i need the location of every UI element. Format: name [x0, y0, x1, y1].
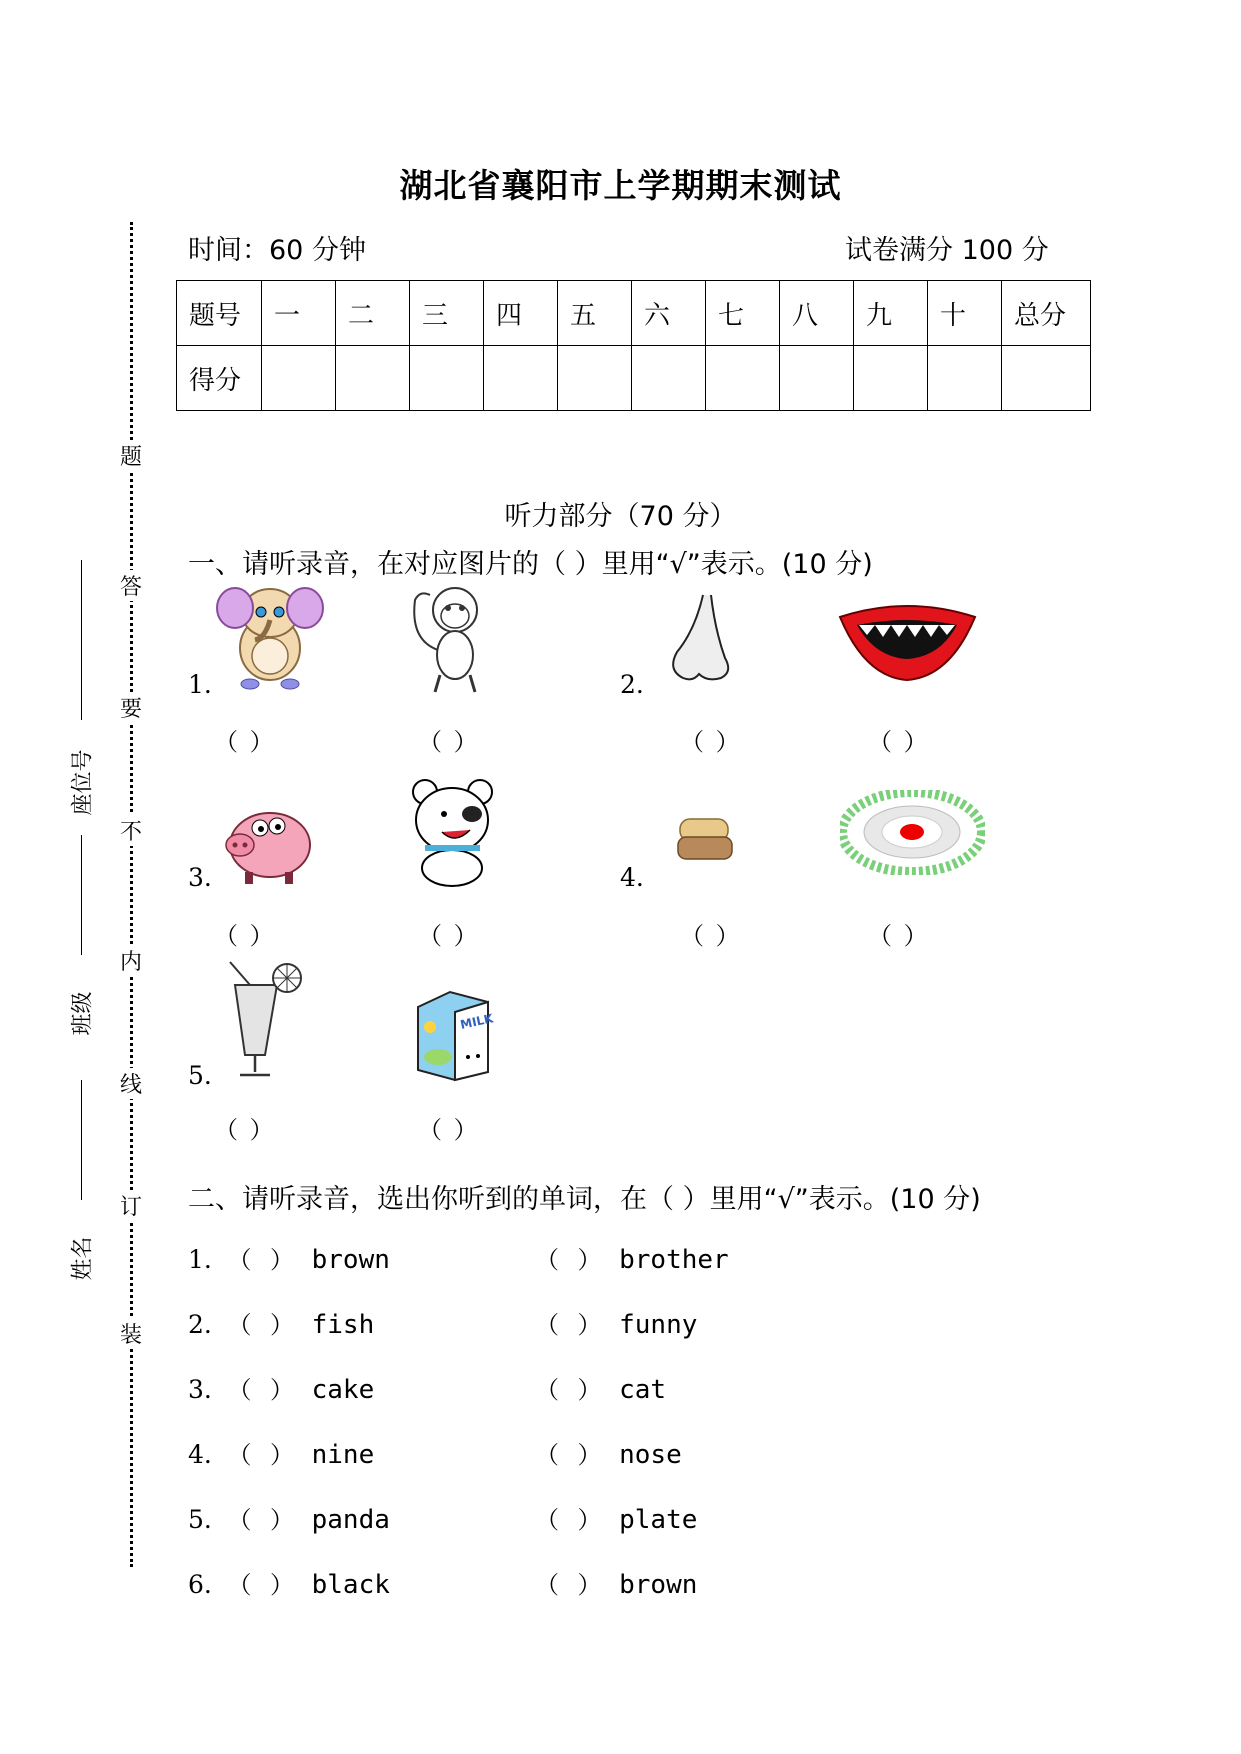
bear-icon: [400, 770, 510, 890]
row-number: 6.: [188, 1570, 212, 1599]
word-option-b: plate: [619, 1505, 698, 1535]
answer-blank[interactable]: （ ）: [214, 728, 276, 756]
word-option-b: funny: [619, 1310, 698, 1340]
row-number: 1.: [188, 1245, 212, 1274]
table-cell-label: 题号: [177, 281, 262, 346]
list-item: [188, 1500, 390, 1535]
score-cell[interactable]: [780, 346, 854, 411]
item-number: 2.: [620, 670, 644, 699]
answer-blank[interactable]: （ ）: [535, 1506, 604, 1534]
list-item: [188, 1305, 374, 1340]
list-item: [535, 1565, 697, 1600]
full-score: 试卷满分 100 分: [845, 235, 1049, 266]
table-cell: 七: [706, 281, 780, 346]
binding-char: 题: [120, 440, 142, 471]
score-cell[interactable]: [558, 346, 632, 411]
binding-char: 要: [120, 692, 142, 723]
part2-instruction: 二、请听录音，选出你听到的单词，在（ ）里用“√”表示。(10 分): [188, 1184, 981, 1215]
answer-blank[interactable]: （ ）: [535, 1376, 604, 1404]
listening-section-title: 听力部分（70 分）: [504, 501, 737, 532]
table-cell-label: 得分: [177, 346, 262, 411]
nose-icon: [665, 590, 745, 690]
answer-blank[interactable]: （ ）: [535, 1311, 604, 1339]
row-number: 4.: [188, 1440, 212, 1469]
seat-number-field[interactable]: [66, 560, 96, 820]
juice-icon: [215, 960, 310, 1085]
answer-blank[interactable]: （ ）: [535, 1571, 604, 1599]
answer-blank[interactable]: （ ）: [227, 1311, 296, 1339]
answer-blank[interactable]: （ ）: [535, 1441, 604, 1469]
answer-blank[interactable]: （ ）: [214, 1116, 276, 1144]
list-item: [188, 1240, 390, 1275]
word-option-b: brother: [619, 1245, 729, 1275]
exam-time: 时间：60 分钟: [188, 235, 366, 266]
answer-blank[interactable]: （ ）: [868, 728, 930, 756]
name-underline: [81, 1080, 82, 1200]
page-title: 湖北省襄阳市上学期期末测试: [399, 166, 842, 205]
name-field[interactable]: [66, 1080, 96, 1280]
list-item: [535, 1435, 682, 1470]
table-cell: 三: [410, 281, 484, 346]
answer-blank[interactable]: （ ）: [227, 1376, 296, 1404]
table-cell: 九: [854, 281, 928, 346]
class-underline: [81, 835, 82, 955]
monkey-icon: [400, 580, 500, 695]
score-cell[interactable]: [262, 346, 336, 411]
seat-number-underline: [81, 560, 82, 720]
answer-blank[interactable]: （ ）: [680, 922, 742, 950]
item-number: 4.: [620, 863, 644, 892]
list-item: [535, 1370, 666, 1405]
table-cell: 一: [262, 281, 336, 346]
item-number: 5.: [188, 1061, 212, 1090]
answer-blank[interactable]: （ ）: [535, 1246, 604, 1274]
class-label: 班级: [70, 991, 96, 1036]
name-label: 姓名: [70, 1236, 96, 1281]
item-number: 1.: [188, 670, 212, 699]
score-cell[interactable]: [1002, 346, 1091, 411]
binding-line-chars: [118, 0, 148, 1754]
word-option-a: cake: [311, 1375, 375, 1405]
score-table: [176, 280, 1091, 411]
word-option-b: brown: [619, 1570, 698, 1600]
table-cell: 十: [928, 281, 1002, 346]
list-item: [535, 1500, 697, 1535]
score-cell[interactable]: [632, 346, 706, 411]
class-field[interactable]: [66, 835, 96, 1035]
score-cell[interactable]: [336, 346, 410, 411]
score-table-score-row: [177, 346, 1091, 411]
answer-blank[interactable]: （ ）: [868, 922, 930, 950]
row-number: 5.: [188, 1505, 212, 1534]
binding-char: 装: [120, 1318, 142, 1349]
answer-blank[interactable]: （ ）: [227, 1441, 296, 1469]
word-option-a: brown: [311, 1245, 390, 1275]
mouth-icon: [835, 595, 980, 685]
score-cell[interactable]: [854, 346, 928, 411]
answer-blank[interactable]: （ ）: [418, 1116, 480, 1144]
score-cell[interactable]: [928, 346, 1002, 411]
list-item: [188, 1370, 374, 1405]
table-cell-total: 总分: [1002, 281, 1091, 346]
item-number: 3.: [188, 863, 212, 892]
score-cell[interactable]: [484, 346, 558, 411]
list-item: [188, 1565, 390, 1600]
binding-char: 内: [120, 945, 142, 976]
answer-blank[interactable]: （ ）: [227, 1246, 296, 1274]
table-cell: 五: [558, 281, 632, 346]
answer-blank[interactable]: （ ）: [227, 1506, 296, 1534]
list-item: [535, 1240, 729, 1275]
binding-char: 线: [120, 1068, 142, 1099]
row-number: 2.: [188, 1310, 212, 1339]
table-cell: 八: [780, 281, 854, 346]
row-number: 3.: [188, 1375, 212, 1404]
word-option-a: fish: [311, 1310, 375, 1340]
answer-blank[interactable]: （ ）: [214, 922, 276, 950]
word-option-b: nose: [619, 1440, 682, 1470]
score-cell[interactable]: [706, 346, 780, 411]
part1-instruction: 一、请听录音，在对应图片的（ ）里用“√”表示。(10 分): [188, 549, 873, 580]
list-item: [188, 1435, 374, 1470]
word-option-b: cat: [619, 1375, 667, 1405]
binding-char: 答: [120, 570, 142, 601]
answer-blank[interactable]: （ ）: [680, 728, 742, 756]
svg-text:MILK: MILK: [458, 1011, 495, 1032]
answer-blank[interactable]: （ ）: [418, 728, 480, 756]
table-cell: 六: [632, 281, 706, 346]
answer-blank[interactable]: （ ）: [418, 922, 480, 950]
score-cell[interactable]: [410, 346, 484, 411]
pig-icon: [215, 790, 315, 890]
cake-icon: [672, 815, 737, 870]
plate-icon: [840, 790, 985, 875]
score-table-header-row: [177, 281, 1091, 346]
word-option-a: nine: [311, 1440, 375, 1470]
answer-blank[interactable]: （ ）: [227, 1571, 296, 1599]
table-cell: 四: [484, 281, 558, 346]
list-item: [535, 1305, 697, 1340]
seat-number-label: 座位号: [70, 749, 96, 816]
milk-icon: [410, 982, 495, 1082]
binding-char: 订: [120, 1190, 142, 1221]
elephant-icon: [215, 578, 325, 693]
word-option-a: black: [311, 1570, 390, 1600]
word-option-a: panda: [311, 1505, 390, 1535]
table-cell: 二: [336, 281, 410, 346]
binding-char: 不: [120, 815, 142, 846]
